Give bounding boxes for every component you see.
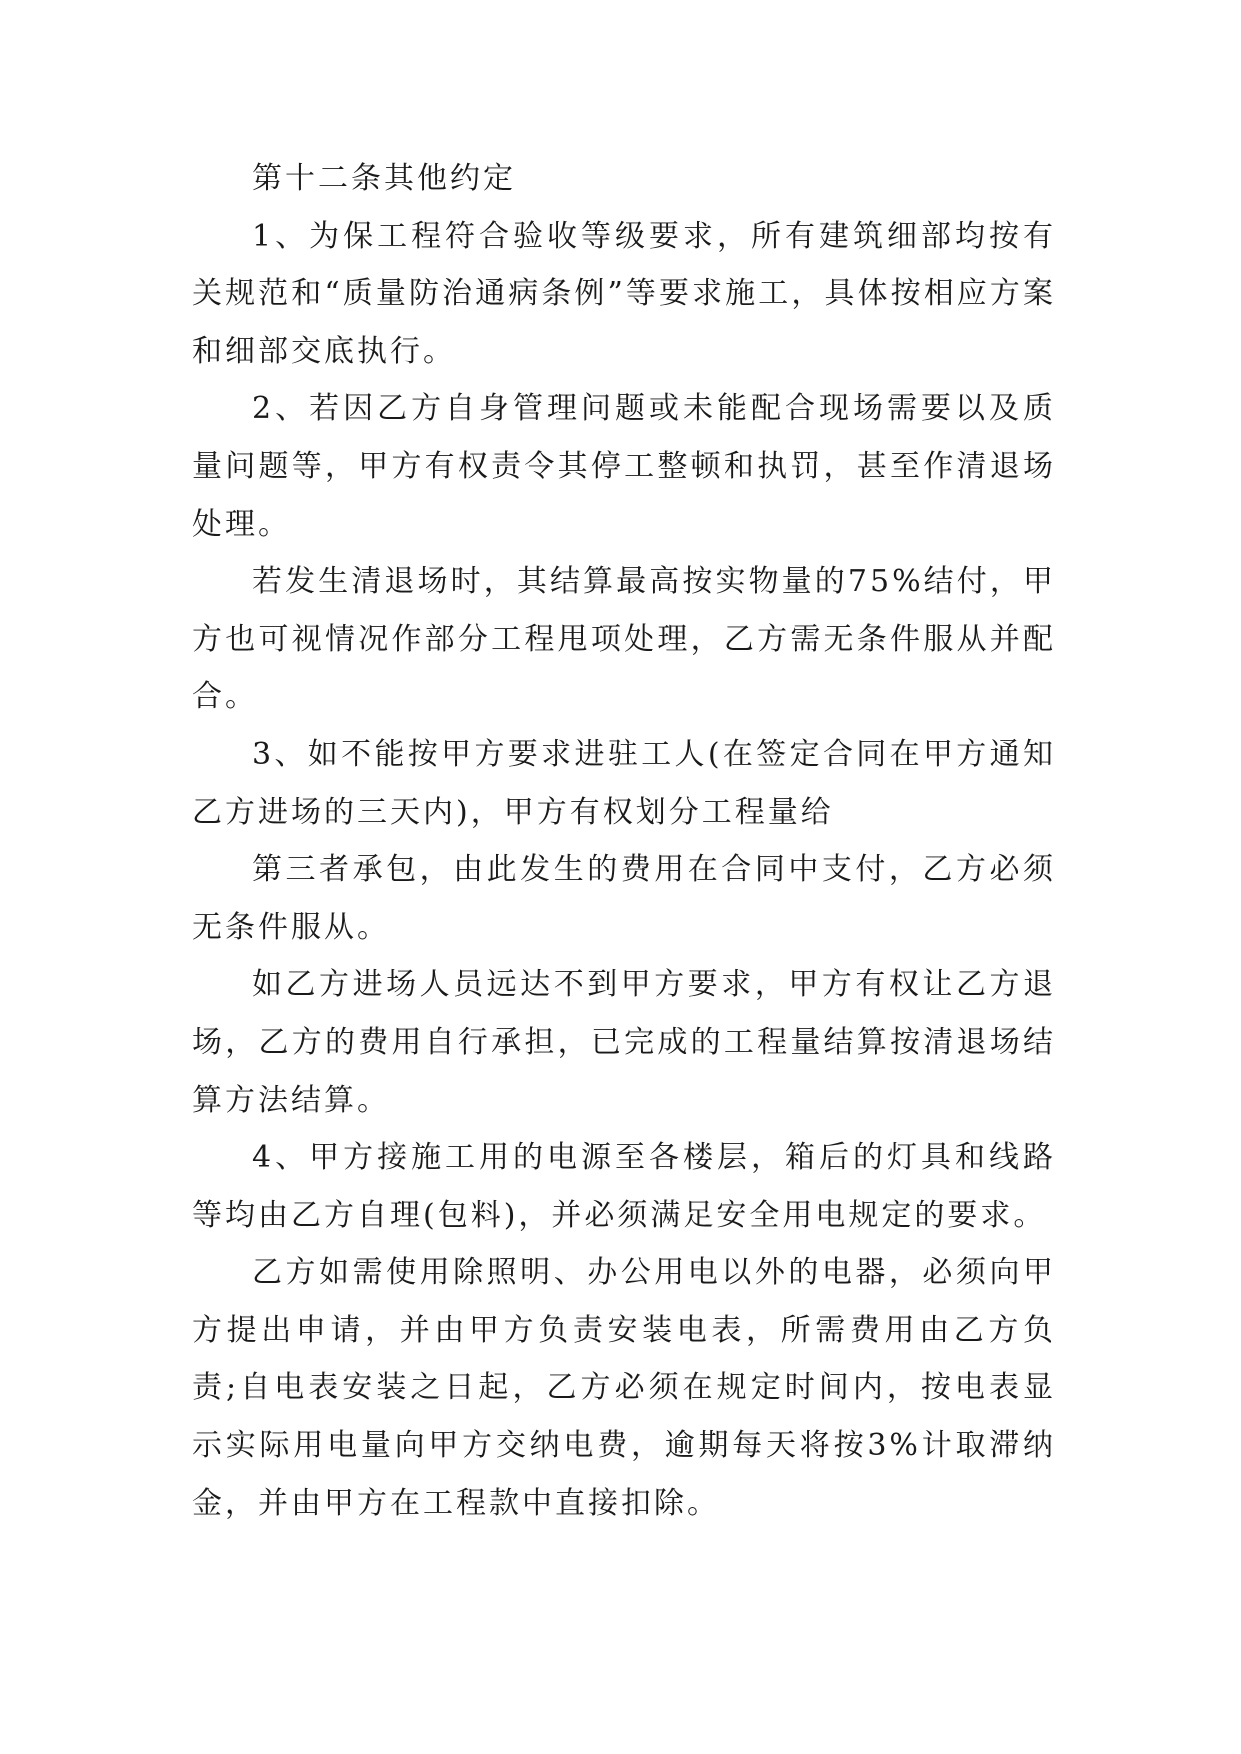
clause-4: 4、甲方接施工用的电源至各楼层，箱后的灯具和线路等均由乙方自理(包料)，并必须满足安全用电规定的要求。 (192, 1140, 1056, 1233)
clause-1: 1、为保工程符合验收等级要求，所有建筑细部均按有关规范和“质量防治通病条例”等要求施工，具体按相应方案和细部交底执行。 (192, 218, 1056, 369)
document-body (192, 150, 1056, 1532)
clause-3-continuation: 第三者承包，由此发生的费用在合同中支付，乙方必须无条件服从。 (192, 852, 1056, 945)
clause-3-staffing: 如乙方进场人员远达不到甲方要求，甲方有权让乙方退场，乙方的费用自行承担，已完成的工程量结算按清退场结算方法结算。 (192, 967, 1056, 1118)
article-heading: 第十二条其他约定 (252, 161, 516, 196)
clause-4-electricity: 乙方如需使用除照明、办公用电以外的电器，必须向甲方提出申请，并由甲方负责安装电表，所需费用由乙方负责;自电表安装之日起，乙方必须在规定时间内，按电表显示实际用电量向甲方交纳电费，逾期每天将按3%计取滞纳金，并由甲方在工程款中直接扣除。 (192, 1255, 1056, 1521)
clause-3: 3、如不能按甲方要求进驻工人(在签定合同在甲方通知乙方进场的三天内)，甲方有权划分工程量给 (192, 736, 1056, 830)
clause-2: 2、若因乙方自身管理问题或未能配合现场需要以及质量问题等，甲方有权责令其停工整顿和执罚，甚至作清退场处理。 (192, 391, 1056, 542)
clause-2-settlement: 若发生清退场时，其结算最高按实物量的75%结付，甲方也可视情况作部分工程甩项处理，乙方需无条件服从并配合。 (192, 564, 1056, 715)
